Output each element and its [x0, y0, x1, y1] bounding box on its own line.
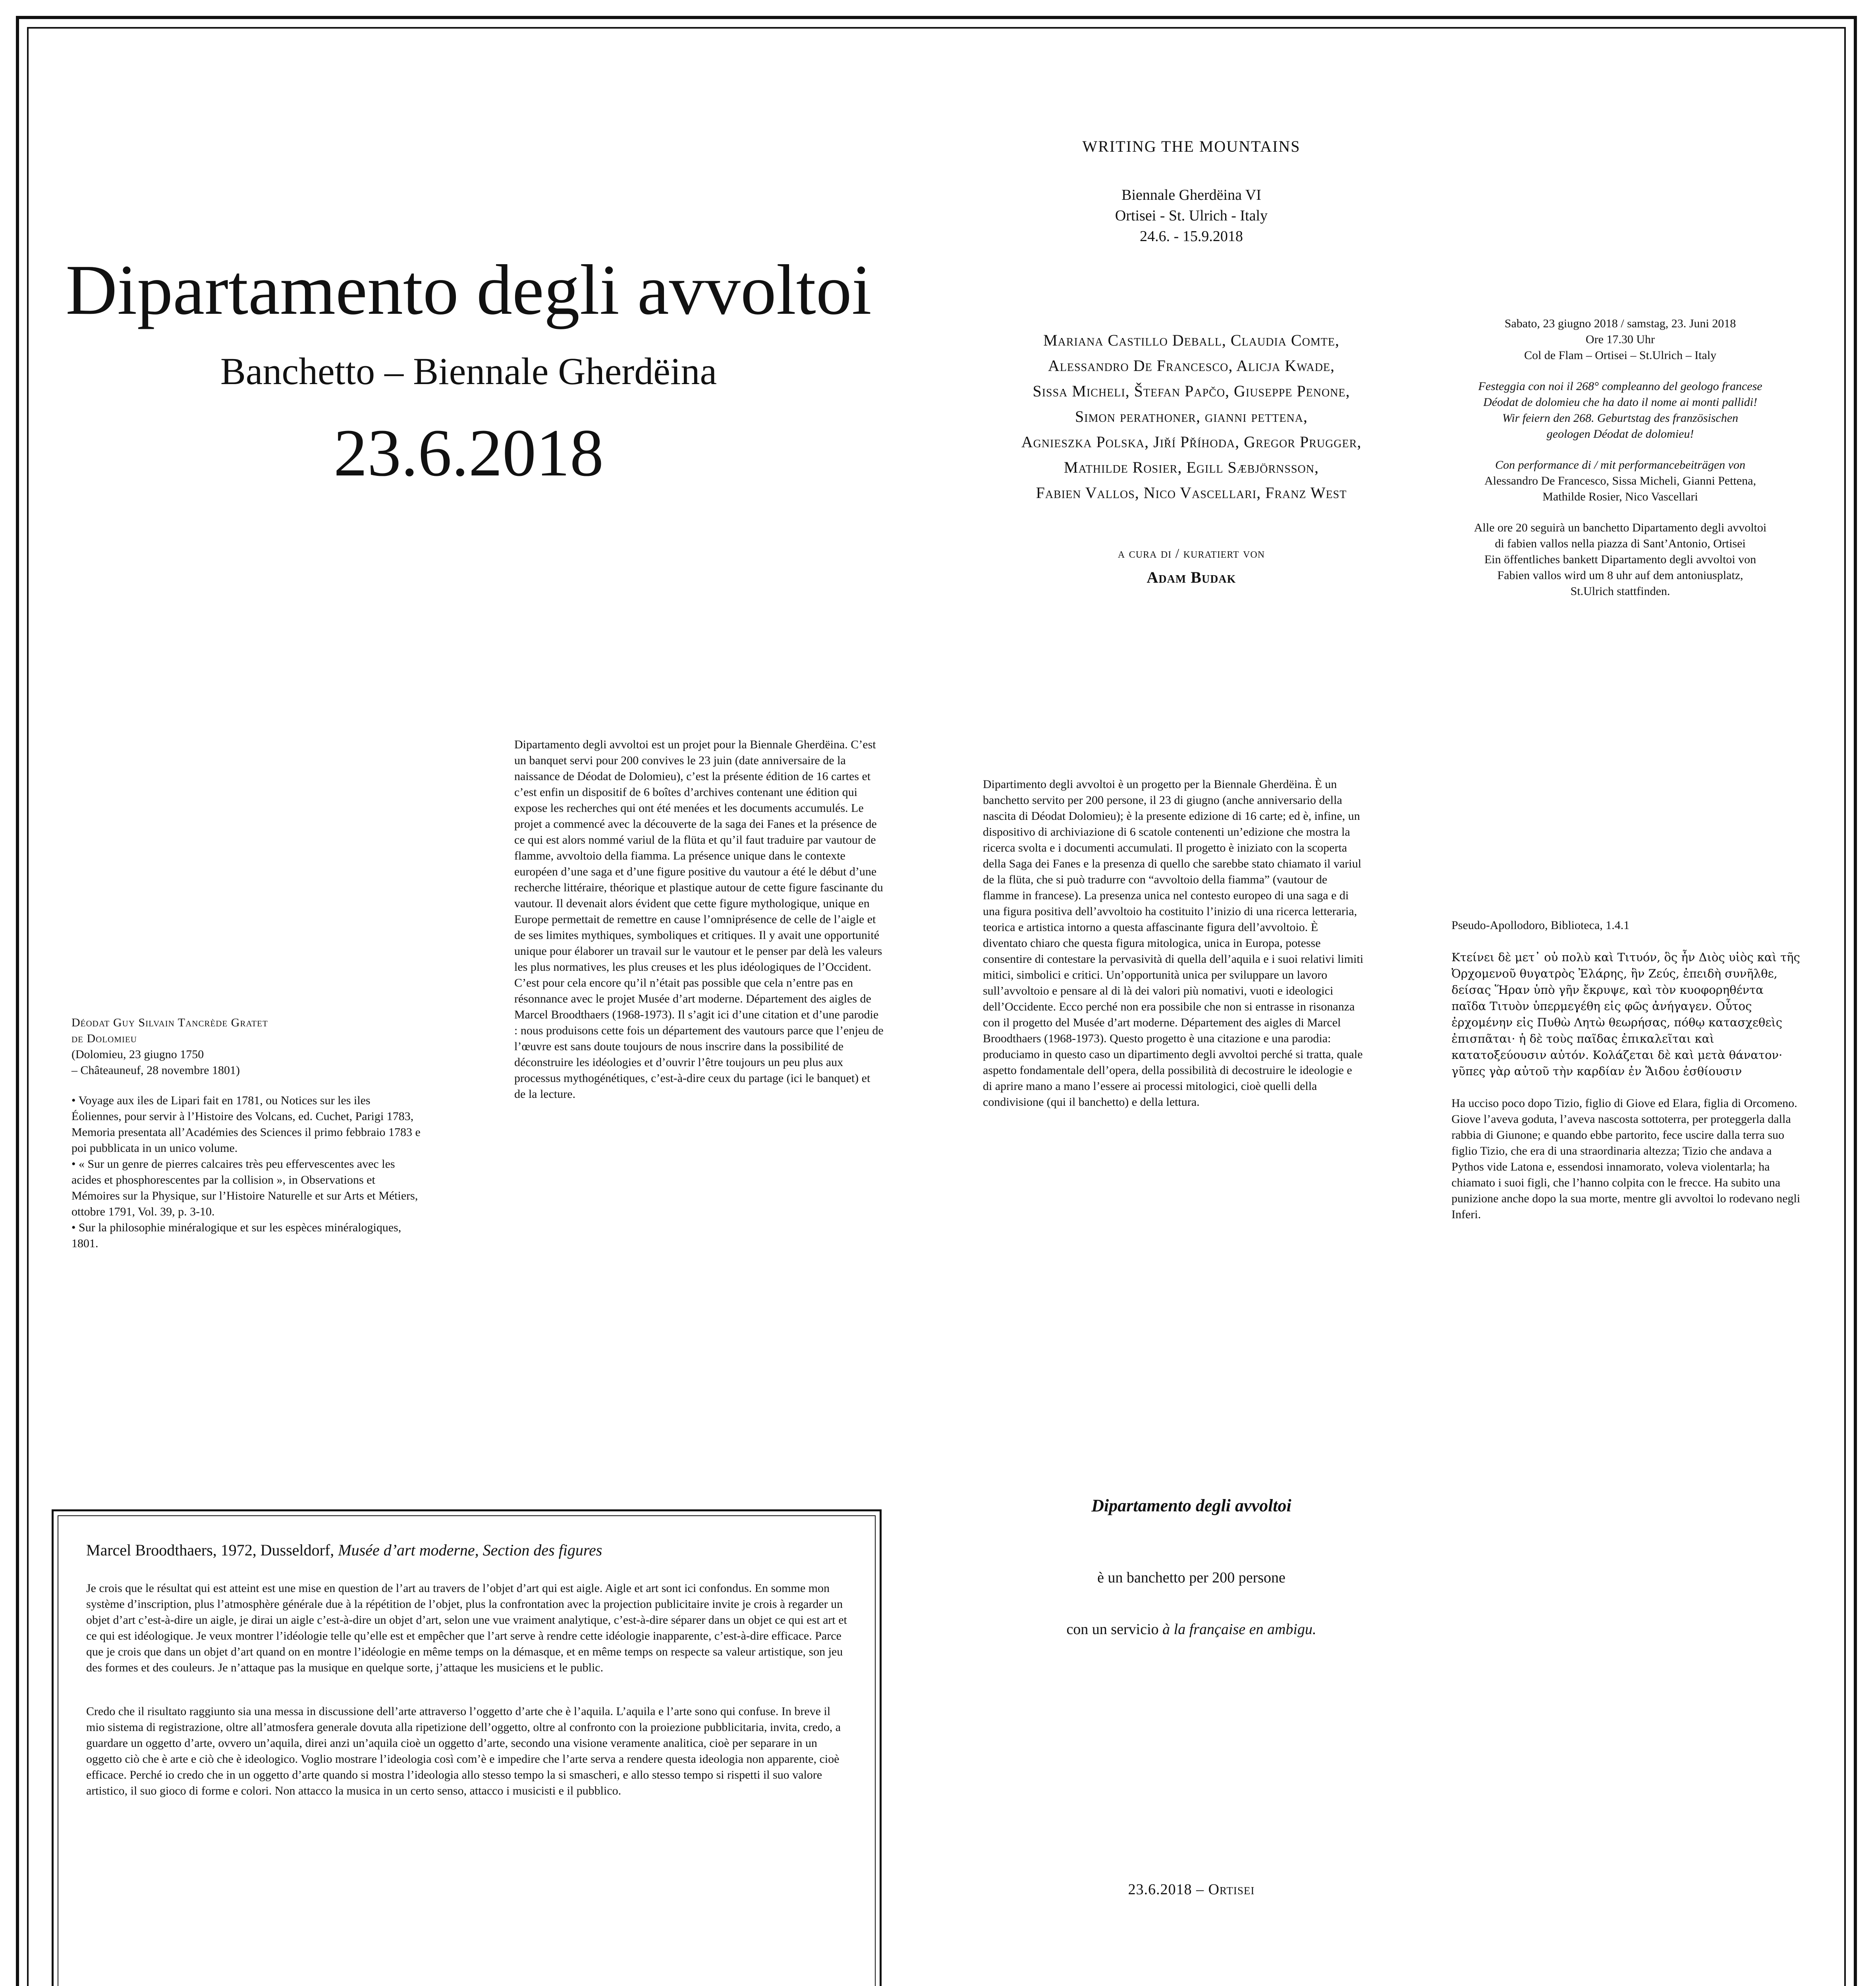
event-italic-line: Wir feiern den 268. Geburtstag des französischen: [1502, 411, 1739, 425]
dolomieu-death: – Châteauneuf, 28 novembre 1801): [71, 1064, 240, 1077]
apollodoros-greek: Κτείνει δὲ μετ᾽ οὐ πολὺ καὶ Τιτυόν, ὃς ἦν Διὸς υἱὸς καὶ τῆς Ὀρχομενοῦ θυγατρὸς Ἐλάρης, ἣν Ζεύς, ἐπειδὴ συνῆλθε, δείσας Ἥραν ὑπὸ γῆν ἔκρυψε, καὶ τὸν κυοφορηθέντα παῖδα Τιτυὸν ὑπερμεγέθη εἰς φῶς ἀνήγαγεν. Οὗτος ἐρχομένην εἰς Πυθὼ Λητὼ θεωρήσας, πόθῳ κατασχεθεὶς ἐπισπᾶται· ἡ δὲ τοὺς παῖδας ἐπικαλεῖται καὶ κατατοξεύουσιν αὐτόν. Κολάζεται δὲ καὶ μετὰ θάνατον· γῦπες γὰρ αὐτοῦ τὴν καρδίαν ἐν Ἅιδου ἐσθίουσιν: [1451, 950, 1800, 1078]
quote-italian: Credo che il risultato raggiunto sia una messa in discussione dell’arte attraverso l’oggetto d’arte che è l’aquila. L’aquila e l’arte sono qui confuse. In breve il mio sistema di registrazione, oltre all’atmosfera generale dovuta alla ripetizione dell’oggetto, oltre al confronto con la proiezione pubblicitaria, invita, credo, a guardare un oggetto d’arte, ovvero un’aquila, direi anzi un’aquila cioè un oggetto d’arte, secondo una visione veramente analitica, cioè per separare in un oggetto ciò che è arte e ciò che è ideologico. Voglio mostrare l’ideologia così com’è e impedire che l’arte serva a rendere questa ideologia non apparente, cioè efficace. Perché io credo che in un oggetto d’arte quando si mostra l’ideologia allo stesso tempo la si smascheri, e allo stesso tempo si rispetti il suo valore artistico, il suo gioco di forme e colori. Non attacco la musica in un certo senso, attacco i musicisti e il pubblico.: [86, 1705, 841, 1797]
quote-heading-plain: Marcel Broodthaers, 1972, Dusseldorf,: [86, 1541, 334, 1559]
page-title: Dipartamento degli avvoltoi: [66, 250, 872, 329]
dolomieu-work: • Voyage aux iles de Lipari fait en 1781, ou Notices sur les iles Éoliennes, pour servir à l’Histoire des Volcans, ed. Cuchet, Parigi 1783, Memoria presentata all’Académies des Sciences il primo febbraio 1783 e poi pubblicata in un unico volume.: [71, 1094, 421, 1155]
biennale-name: Biennale Gherdëina VI: [1121, 187, 1261, 203]
biennale-info: [913, 185, 1469, 247]
closing-line: di fabien vallos nella piazza di Sant’Antonio, Ortisei: [1495, 537, 1746, 550]
apollodoros-italian: Ha ucciso poco dopo Tizio, figlio di Giove ed Elara, figlia di Orcomeno. Giove l’aveva goduta, l’aveva nascosta sottoterra, per proteggerla dalla rabbia di Giunone; e quando ebbe partorito, fece uscire dalla terra suo figlio Tizio, che era di una straordinaria altezza; Tizio che andava a Pythos vide Latona e, essendosi innamorato, voleva violentarla; ha chiamato i suoi figli, che l’hanno colpita con le frecce. Ha subito una punizione anche dopo la sua morte, mentre gli avvoltoi lo rodevano negli Inferi.: [1451, 1097, 1801, 1221]
event-italic-line: geologen Déodat de dolomieu!: [1546, 427, 1694, 440]
closing-line: Fabien vallos wird um 8 uhr auf dem antoniusplatz,: [1497, 569, 1743, 582]
dolomieu-birth: (Dolomieu, 23 giugno 1750: [71, 1048, 204, 1061]
banquet-title: Dipartamento degli avvoltoi: [1091, 1496, 1291, 1515]
closing-line: Alle ore 20 seguirà un banchetto Dipartamento degli avvoltoi: [1474, 521, 1767, 534]
quote-box: [58, 1515, 876, 1986]
dolomieu-name-2: de Dolomieu: [71, 1032, 137, 1045]
artist-line: Simon perathoner, gianni pettena,: [1075, 408, 1308, 425]
performance-label: Con performance di / mit performancebeiträgen von: [1495, 458, 1745, 471]
closing-line: St.Ulrich stattfinden.: [1570, 585, 1670, 598]
text-italian: Dipartimento degli avvoltoi è un progetto per la Biennale Gherdëina. È un banchetto servito per 200 persone, il 23 di giugno (anche anniversario della nascita di Déodat Dolomieu); è la presente edizione di 16 carte; ed è, infine, un dispositivo di archiviazione di 6 scatole contenenti un’edizione che mostra la ricerca svolta e i documenti accumulati. Il progetto è iniziato con la scoperta della Saga dei Fanes e la presenza di quello che sarebbe stato chiamato il variul de la flüta, che si può tradurre con “avvoltoio della fiamma” (vautour de flamme in francese). La presenza unica nel contesto europeo di una saga e di una figura positiva dell’avvoltoio ha costituito l’inizio di una ricerca letteraria, teorica e artistica intorno a questa affascinante figura dell’avvoltoio. È diventato chiaro che questa figura mitologica, unica in Europa, potesse consentire di contestare la pervasività di quella dell’aquila e i suoi relativi limiti mitici, simbolici e critici. Un’opportunità unica per sviluppare un lavoro sull’avvoltoio e pensare al di là dei valori più nomativi, vuoti e ideologici dell’Occidente. Ecco perché non era possibile che non si entrasse in risonanza con il progetto del Musée d’art moderne. Département des aigles di Marcel Broodthaers (1968-1973). Questo progetto è una citazione e una parodia: produciamo in questo caso un dipartimento degli avvoltoi perché si tratta, quale aspetto fondamentale dell’opera, della possibilità di decostruire le ideologie e di aprire mano a mano l’essere ai processi mitologici, cioè quelli della condivisione (qui il banchetto) e della lettura.: [983, 778, 1364, 1109]
event-line: Col de Flam – Ortisei – St.Ulrich – Italy: [1524, 349, 1717, 362]
banquet-line-2-plain: con un servicio: [1066, 1621, 1163, 1638]
event-line: Sabato, 23 giugno 2018 / samstag, 23. Juni 2018: [1504, 317, 1736, 330]
artist-line: Sissa Micheli, Štefan Papčo, Giuseppe Penone,: [1033, 382, 1350, 400]
quote-french: Je crois que le résultat qui est atteint est une mise en question de l’art au travers de l’objet d’art qui est aigle. Aigle et art sont ici confondus. En somme mon système d’inscription, plus l’atmosphère générale due à la répétition de l’objet, plus la confrontation avec la projection publicitaire invite je crois à regarder un objet d’art c’est-à-dire un aigle, je dirai un aigle c’est-à-dire un objet d’art, selon une vue vraiment analytique, c’est-à-dire séparer dans un objet ce qui est art et ce qui est idéologique. Je veux montrer l’idéologie telle qu’elle est et empêcher que l’art serve à rendre cette idéologie inapparente, c’est-à-dire efficace. Parce que je crois que dans un objet d’art quand on en montre l’idéologie en même temps on la démasque, et en même temps on respecte sa valeur artistique, son jeu des formes et des couleurs. Je n’attaque pas la musique en quelque sorte, j’attaque les musiciens et le public.: [86, 1582, 847, 1674]
performers-line: Alessandro De Francesco, Sissa Micheli, Gianni Pettena,: [1484, 474, 1756, 487]
dolomieu-name: Déodat Guy Silvain Tancrède Gratet: [71, 1016, 268, 1029]
banquet-line-2-italic: à la française en ambigu.: [1162, 1621, 1316, 1638]
apollodoros-block: [1451, 918, 1801, 1223]
page-date: 23.6.2018: [334, 415, 604, 490]
exhibition-title: WRITING THE MOUNTAINS: [1082, 137, 1301, 155]
apollodoros-source: Pseudo-Apollodoro, Biblioteca, 1.4.1: [1451, 919, 1630, 932]
closing-line: Ein öffentliches bankett Dipartamento degli avvoltoi von: [1484, 553, 1756, 566]
event-italic-line: Festeggia con noi il 268° compleanno del geologo francese: [1478, 380, 1762, 393]
biennale-location: Ortisei - St. Ulrich - Italy: [1115, 207, 1268, 224]
artist-line: Agnieszka Polska, Jiří Příhoda, Gregor Prugger,: [1021, 433, 1362, 451]
artist-line: Alessandro De Francesco, Alicja Kwade,: [1048, 357, 1335, 375]
curator-label: a cura di / kuratiert von: [1117, 546, 1265, 561]
curator-name: Adam Budak: [1146, 568, 1236, 586]
text-french: Dipartamento degli avvoltoi est un projet pour la Biennale Gherdëina. C’est un banquet servi pour 200 convives le 23 juin (date anniversaire de la naissance de Déodat de Dolomieu), c’est la présente édition de 16 cartes et c’est enfin un dispositif de 6 boîtes d’archives contenant une édition qui expose les recherches qui ont été menées et les documents accumulés. Le projet a commencé avec la découverte de la saga dei Fanes et la présence de ce qui est alors nommé variul de la flüta et qu’il faut traduire par vautour de flamme, avvoltoio della fiamma. La présence unique dans le contexte européen d’une saga et d’une figure positive du vautour a été le début d’une recherche littéraire, théorique et plastique autour de cette figure fascinante du vautour. Il devenait alors évident que cette figure mythologique, unique en Europe permettait de remettre en cause l’omniprésence de celle de l’aigle et de ses limites mythiques, symboliques et critiques. Il y avait une opportunité unique pour élaborer un travail sur le vautour et le penser par delà les valeurs les plus normatives, les plus creuses et les plus idéologiques de l’Occident. C’est pour cela encore qu’il n’était pas possible que cela n’entre pas en résonnance avec le projet Musée d’art moderne. Département des aigles de Marcel Broodthaers (1968-1973). Il s’agit ici d’une citation et d’une parodie : nous produisons cette fois un département des vautours parce que l’enjeu de l’œuvre est sans doute toujours de nous inscrire dans la possibilité de déconstruire les idéologies et d’ouvrir l’être toujours un peu plus aux processus mythogénétiques, c’est-à-dire ceux du partage (ici le banquet) et de la lecture.: [514, 738, 884, 1101]
banquet-line-1: è un banchetto per 200 persone: [1097, 1569, 1285, 1586]
event-italic-line: Déodat de dolomieu che ha dato il nome ai monti pallidi!: [1483, 396, 1757, 409]
performers-line: Mathilde Rosier, Nico Vascellari: [1542, 490, 1698, 503]
dolomieu-block: [71, 1015, 421, 1252]
quote-heading: [86, 1540, 847, 1561]
quote-heading-italic: Musée d’art moderne, Section des figures: [338, 1541, 602, 1559]
dolomieu-work: • Sur la philosophie minéralogique et sur les espèces minéralogiques, 1801.: [71, 1221, 401, 1250]
artist-line: Fabien Vallos, Nico Vascellari, Franz West: [1036, 484, 1347, 502]
artist-list: [913, 328, 1469, 506]
event-info: [1414, 316, 1827, 599]
artist-line: Mathilde Rosier, Egill Sæbjörnsson,: [1064, 458, 1319, 476]
biennale-dates: 24.6. - 15.9.2018: [1140, 228, 1243, 245]
banquet-place-date: 23.6.2018 – Ortisei: [1128, 1881, 1255, 1898]
event-line: Ore 17.30 Uhr: [1585, 333, 1655, 346]
page-subtitle: Banchetto – Biennale Gherdëina: [220, 350, 717, 392]
artist-line: Mariana Castillo Deball, Claudia Comte,: [1043, 331, 1339, 349]
dolomieu-work: • « Sur un genre de pierres calcaires très peu effervescentes avec les acides et phosphorescentes par la collision », in Observations et Mémoires sur la Physique, sur l’Histoire Naturelle et sur Arts et Métiers, ottobre 1791, Vol. 39, p. 3-10.: [71, 1157, 418, 1218]
banquet-line-2: [933, 1621, 1449, 1638]
